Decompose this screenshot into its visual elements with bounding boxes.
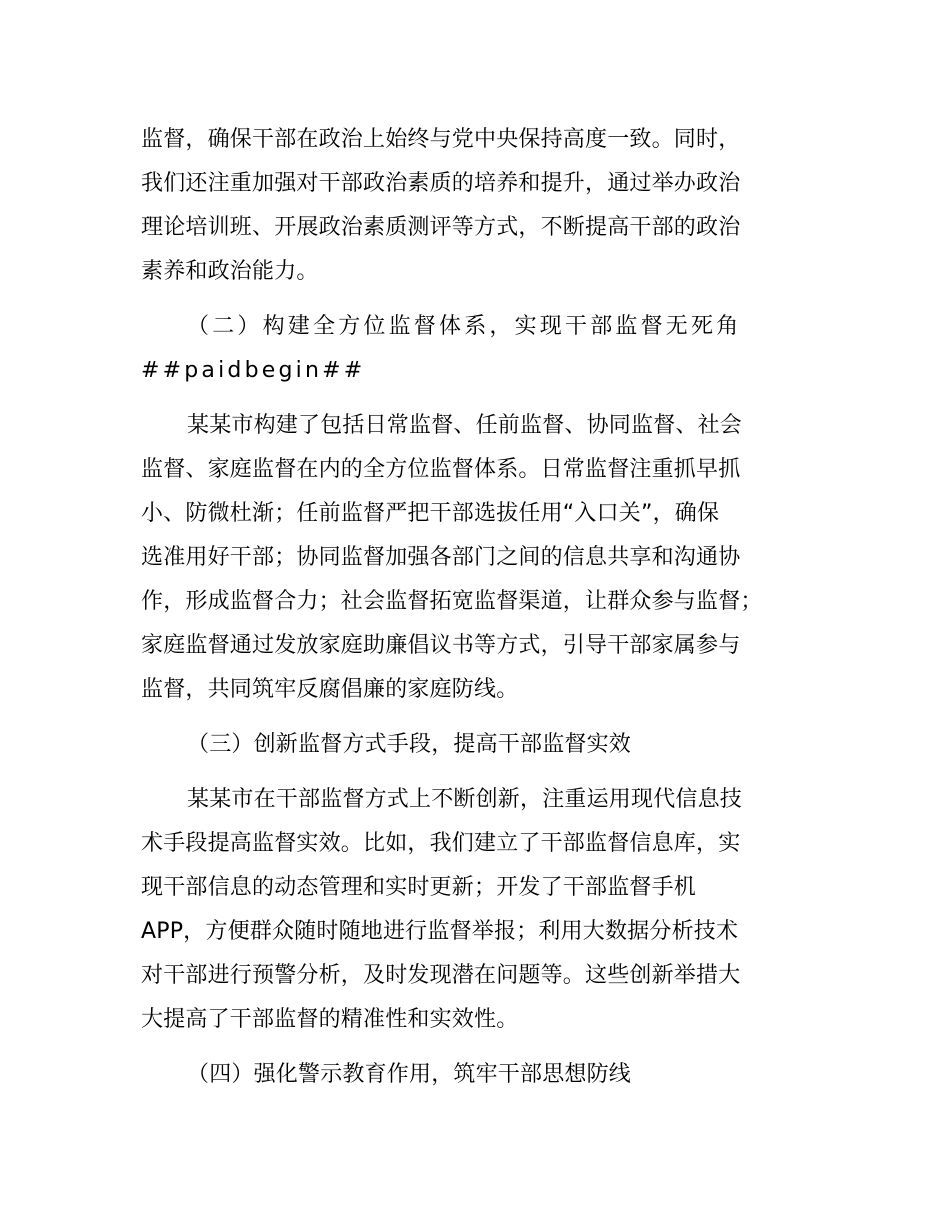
text-line: 监督，确保干部在政治上始终与党中央保持高度一致。同时，: [141, 127, 741, 152]
paragraph: [141, 778, 831, 1042]
text-line: 监督，共同筑牢反腐倡廉的家庭防线。: [141, 677, 519, 702]
section-heading: [141, 305, 831, 393]
heading-line: （三）创新监督方式手段，提高干部监督实效: [187, 732, 632, 757]
text-line: 理论培训班、开展政治素质测评等方式，不断提高干部的政治: [141, 215, 741, 240]
text-line: 监督、家庭监督在内的全方位监督体系。日常监督注重抓早抓: [141, 457, 741, 482]
marker-line: ##paidbegin##: [141, 358, 366, 383]
text-line: 对干部进行预警分析，及时发现潜在问题等。这些创新举措大: [141, 963, 741, 988]
text-line: 术手段提高监督实效。比如，我们建立了干部监督信息库，实: [141, 831, 741, 856]
text-line: 家庭监督通过发放家庭助廉倡议书等方式，引导干部家属参与: [141, 633, 741, 658]
text-line: 我们还注重加强对干部政治素质的培养和提升，通过举办政治: [141, 171, 741, 196]
text-line: 某某市在干部监督方式上不断创新，注重运用现代信息技: [187, 787, 743, 812]
paragraph: [141, 118, 831, 294]
text-line: 大提高了干部监督的精准性和实效性。: [141, 1007, 519, 1032]
text-line: 作，形成监督合力；社会监督拓宽监督渠道，让群众参与监督；: [141, 589, 763, 614]
section-heading: [141, 1053, 831, 1097]
section-heading: [141, 723, 831, 767]
text-line: 素养和政治能力。: [141, 259, 319, 284]
text-line: 现干部信息的动态管理和实时更新；开发了干部监督手机: [141, 875, 697, 900]
paragraph: [141, 404, 831, 712]
text-line: 某某市构建了包括日常监督、任前监督、协同监督、社会: [187, 413, 743, 438]
text-line: 选准用好干部；协同监督加强各部门之间的信息共享和沟通协: [141, 545, 741, 570]
heading-line: （二）构建全方位监督体系，实现干部监督无死角: [187, 314, 742, 339]
document-body: [141, 118, 831, 1097]
heading-line: （四）强化警示教育作用，筑牢干部思想防线: [187, 1062, 632, 1087]
text-line: APP，方便群众随时随地进行监督举报；利用大数据分析技术: [141, 919, 739, 944]
text-line: 小、防微杜渐；任前监督严把干部选拔任用“入口关”，确保: [141, 501, 720, 526]
